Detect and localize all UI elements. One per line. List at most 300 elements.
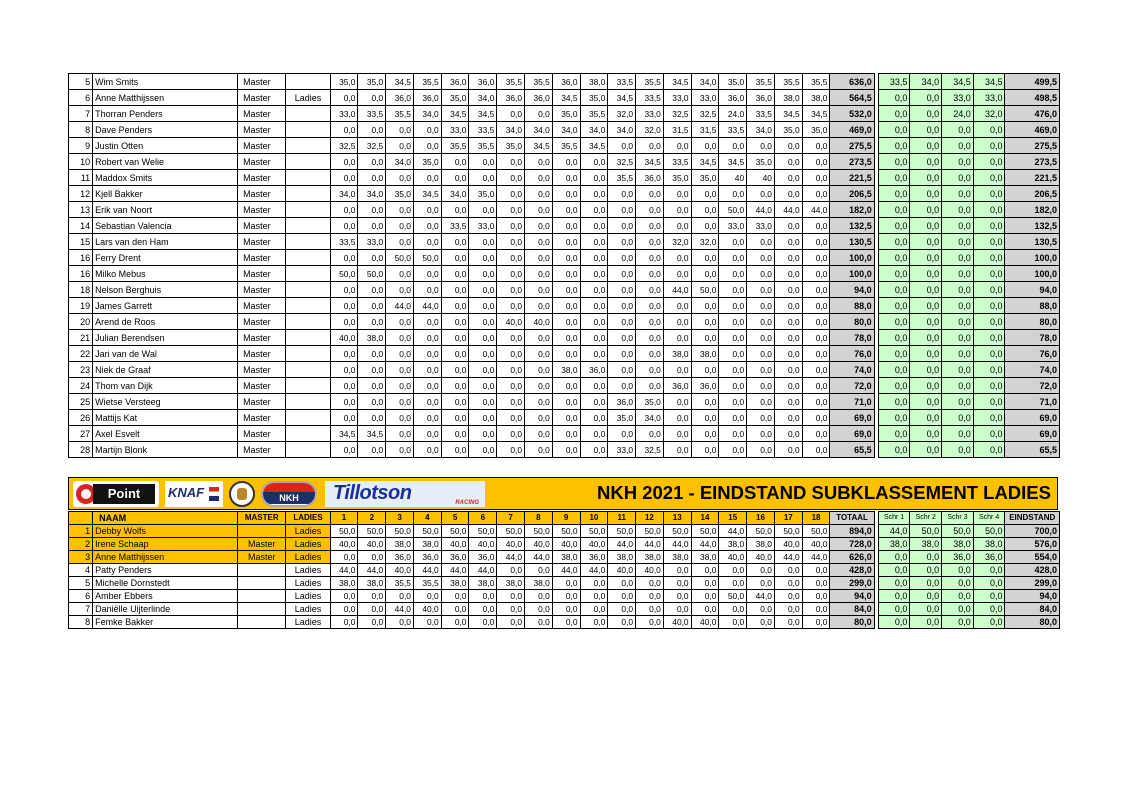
drop-score-cell: 0,0 bbox=[910, 90, 942, 106]
round-score-cell: 0,0 bbox=[747, 282, 775, 298]
round-score-cell: 0,0 bbox=[580, 314, 608, 330]
final-standing-cell: 576,0 bbox=[1005, 538, 1060, 551]
round-score-cell: 0,0 bbox=[663, 202, 691, 218]
master-class-cell: Master bbox=[238, 122, 286, 138]
round-score-cell: 0,0 bbox=[691, 564, 719, 577]
round-score-cell: 34,0 bbox=[469, 90, 497, 106]
round-score-cell: 32,5 bbox=[691, 106, 719, 122]
round-score-cell: 0,0 bbox=[469, 330, 497, 346]
total-cell: 94,0 bbox=[830, 282, 874, 298]
final-standing-cell: 88,0 bbox=[1005, 298, 1060, 314]
driver-name-cell: Robert van Welie bbox=[93, 154, 238, 170]
round-score-cell: 0,0 bbox=[802, 362, 830, 378]
position-cell: 21 bbox=[69, 330, 93, 346]
ladies-class-cell bbox=[286, 394, 330, 410]
final-standing-cell: 469,0 bbox=[1005, 122, 1060, 138]
total-cell: 299,0 bbox=[830, 577, 874, 590]
drop-score-cell: 0,0 bbox=[878, 218, 910, 234]
position-cell: 20 bbox=[69, 314, 93, 330]
round-score-cell: 0,0 bbox=[774, 298, 802, 314]
round-score-cell: 34,5 bbox=[386, 74, 414, 90]
header-round: 3 bbox=[386, 512, 414, 525]
driver-name-cell: Lars van den Ham bbox=[93, 234, 238, 250]
round-score-cell: 0,0 bbox=[580, 330, 608, 346]
drop-score-cell: 0,0 bbox=[878, 330, 910, 346]
round-score-cell: 0,0 bbox=[497, 330, 525, 346]
round-score-cell: 0,0 bbox=[497, 410, 525, 426]
drop-score-cell: 0,0 bbox=[878, 590, 910, 603]
round-score-cell: 0,0 bbox=[774, 218, 802, 234]
round-score-cell: 0,0 bbox=[441, 394, 469, 410]
round-score-cell: 35,0 bbox=[663, 170, 691, 186]
driver-name-cell: Irene Schaap bbox=[93, 538, 238, 551]
round-score-cell: 0,0 bbox=[719, 378, 747, 394]
header-round: 15 bbox=[719, 512, 747, 525]
round-score-cell: 0,0 bbox=[497, 590, 525, 603]
drop-score-cell: 0,0 bbox=[878, 234, 910, 250]
round-score-cell: 0,0 bbox=[413, 138, 441, 154]
round-score-cell: 50,0 bbox=[330, 266, 358, 282]
drop-score-cell: 0,0 bbox=[973, 442, 1005, 458]
round-score-cell: 0,0 bbox=[663, 298, 691, 314]
round-score-cell: 0,0 bbox=[608, 218, 636, 234]
round-score-cell: 0,0 bbox=[358, 551, 386, 564]
table-row bbox=[69, 603, 1060, 616]
round-score-cell: 35,5 bbox=[747, 74, 775, 90]
round-score-cell: 34,0 bbox=[552, 122, 580, 138]
table-row bbox=[69, 564, 1060, 577]
round-score-cell: 35,0 bbox=[358, 74, 386, 90]
total-cell: 206,5 bbox=[830, 186, 874, 202]
round-score-cell: 44,0 bbox=[774, 551, 802, 564]
round-score-cell: 0,0 bbox=[413, 330, 441, 346]
round-score-cell: 0,0 bbox=[469, 394, 497, 410]
round-score-cell: 0,0 bbox=[608, 330, 636, 346]
round-score-cell: 0,0 bbox=[413, 426, 441, 442]
round-score-cell: 44,0 bbox=[386, 298, 414, 314]
round-score-cell: 0,0 bbox=[552, 346, 580, 362]
round-score-cell: 0,0 bbox=[719, 298, 747, 314]
ladies-class-cell bbox=[286, 250, 330, 266]
round-score-cell: 38,0 bbox=[691, 551, 719, 564]
round-score-cell: 0,0 bbox=[747, 330, 775, 346]
master-class-cell: Master bbox=[238, 234, 286, 250]
ladies-class-cell bbox=[286, 202, 330, 218]
total-cell: 532,0 bbox=[830, 106, 874, 122]
round-score-cell: 0,0 bbox=[413, 378, 441, 394]
drop-score-cell: 0,0 bbox=[910, 266, 942, 282]
round-score-cell: 0,0 bbox=[608, 346, 636, 362]
round-score-cell: 0,0 bbox=[525, 282, 553, 298]
round-score-cell: 35,0 bbox=[802, 122, 830, 138]
round-score-cell: 0,0 bbox=[413, 314, 441, 330]
drop-score-cell: 0,0 bbox=[910, 282, 942, 298]
round-score-cell: 0,0 bbox=[358, 282, 386, 298]
ladies-class-cell bbox=[286, 282, 330, 298]
total-cell: 72,0 bbox=[830, 378, 874, 394]
round-score-cell: 50,0 bbox=[386, 525, 414, 538]
round-score-cell: 35,0 bbox=[497, 138, 525, 154]
round-score-cell: 32,0 bbox=[691, 234, 719, 250]
round-score-cell: 0,0 bbox=[691, 186, 719, 202]
ladies-class-cell bbox=[286, 122, 330, 138]
round-score-cell: 0,0 bbox=[441, 426, 469, 442]
drop-score-cell: 0,0 bbox=[942, 122, 974, 138]
round-score-cell: 38,0 bbox=[469, 577, 497, 590]
table-row bbox=[69, 138, 1060, 154]
position-cell: 16 bbox=[69, 250, 93, 266]
header-round: 10 bbox=[580, 512, 608, 525]
round-score-cell: 0,0 bbox=[636, 250, 664, 266]
round-score-cell: 40,0 bbox=[497, 538, 525, 551]
round-score-cell: 34,0 bbox=[330, 186, 358, 202]
drop-score-cell: 0,0 bbox=[878, 378, 910, 394]
round-score-cell: 0,0 bbox=[802, 234, 830, 250]
drop-score-cell: 33,5 bbox=[878, 74, 910, 90]
round-score-cell: 0,0 bbox=[330, 282, 358, 298]
total-cell: 469,0 bbox=[830, 122, 874, 138]
driver-name-cell: James Garrett bbox=[93, 298, 238, 314]
position-cell: 10 bbox=[69, 154, 93, 170]
final-standing-cell: 700,0 bbox=[1005, 525, 1060, 538]
round-score-cell: 0,0 bbox=[413, 616, 441, 629]
round-score-cell: 0,0 bbox=[747, 362, 775, 378]
round-score-cell: 0,0 bbox=[386, 330, 414, 346]
round-score-cell: 0,0 bbox=[580, 346, 608, 362]
drop-score-cell: 0,0 bbox=[942, 298, 974, 314]
round-score-cell: 38,0 bbox=[525, 577, 553, 590]
drop-score-cell: 34,5 bbox=[942, 74, 974, 90]
round-score-cell: 0,0 bbox=[663, 410, 691, 426]
round-score-cell: 0,0 bbox=[358, 616, 386, 629]
table-row bbox=[69, 346, 1060, 362]
round-score-cell: 0,0 bbox=[774, 266, 802, 282]
round-score-cell: 0,0 bbox=[691, 266, 719, 282]
round-score-cell: 40,0 bbox=[441, 538, 469, 551]
round-score-cell: 0,0 bbox=[747, 564, 775, 577]
round-score-cell: 0,0 bbox=[386, 234, 414, 250]
round-score-cell: 0,0 bbox=[774, 170, 802, 186]
total-cell: 626,0 bbox=[830, 551, 874, 564]
round-score-cell: 0,0 bbox=[719, 603, 747, 616]
round-score-cell: 38,0 bbox=[802, 90, 830, 106]
total-cell: 94,0 bbox=[830, 590, 874, 603]
drop-score-cell: 0,0 bbox=[973, 282, 1005, 298]
drop-score-cell: 34,0 bbox=[910, 74, 942, 90]
round-score-cell: 0,0 bbox=[552, 378, 580, 394]
point-logo: Point bbox=[73, 481, 159, 507]
master-class-cell: Master bbox=[238, 202, 286, 218]
round-score-cell: 0,0 bbox=[497, 154, 525, 170]
round-score-cell: 0,0 bbox=[358, 410, 386, 426]
position-cell: 15 bbox=[69, 234, 93, 250]
round-score-cell: 34,0 bbox=[525, 122, 553, 138]
drop-score-cell: 0,0 bbox=[878, 266, 910, 282]
round-score-cell: 0,0 bbox=[497, 186, 525, 202]
round-score-cell: 34,0 bbox=[386, 154, 414, 170]
round-score-cell: 0,0 bbox=[525, 330, 553, 346]
round-score-cell: 38,0 bbox=[413, 538, 441, 551]
drop-score-cell: 0,0 bbox=[878, 122, 910, 138]
table-row bbox=[69, 577, 1060, 590]
round-score-cell: 0,0 bbox=[636, 282, 664, 298]
header-round: 13 bbox=[663, 512, 691, 525]
round-score-cell: 0,0 bbox=[802, 314, 830, 330]
drop-score-cell: 0,0 bbox=[973, 170, 1005, 186]
round-score-cell: 0,0 bbox=[358, 250, 386, 266]
round-score-cell: 0,0 bbox=[580, 442, 608, 458]
round-score-cell: 0,0 bbox=[747, 410, 775, 426]
round-score-cell: 36,0 bbox=[663, 378, 691, 394]
round-score-cell: 0,0 bbox=[719, 394, 747, 410]
round-score-cell: 0,0 bbox=[330, 90, 358, 106]
table-row bbox=[69, 202, 1060, 218]
drop-score-cell: 0,0 bbox=[878, 314, 910, 330]
position-cell: 14 bbox=[69, 218, 93, 234]
drop-score-cell: 0,0 bbox=[878, 426, 910, 442]
round-score-cell: 0,0 bbox=[608, 250, 636, 266]
round-score-cell: 0,0 bbox=[525, 378, 553, 394]
round-score-cell: 40,0 bbox=[580, 538, 608, 551]
round-score-cell: 34,0 bbox=[358, 186, 386, 202]
round-score-cell: 0,0 bbox=[636, 186, 664, 202]
drop-score-cell: 34,5 bbox=[973, 74, 1005, 90]
round-score-cell: 0,0 bbox=[497, 298, 525, 314]
final-standing-cell: 65,5 bbox=[1005, 442, 1060, 458]
position-cell: 4 bbox=[69, 564, 93, 577]
drop-score-cell: 0,0 bbox=[973, 603, 1005, 616]
round-score-cell: 44,0 bbox=[330, 564, 358, 577]
drop-score-cell: 0,0 bbox=[973, 564, 1005, 577]
round-score-cell: 33,5 bbox=[719, 122, 747, 138]
drop-score-cell: 0,0 bbox=[942, 590, 974, 603]
round-score-cell: 0,0 bbox=[525, 426, 553, 442]
round-score-cell: 44,0 bbox=[747, 202, 775, 218]
round-score-cell: 38,0 bbox=[552, 362, 580, 378]
drop-score-cell: 0,0 bbox=[973, 234, 1005, 250]
position-cell: 19 bbox=[69, 298, 93, 314]
table-row bbox=[69, 538, 1060, 551]
round-score-cell: 33,5 bbox=[608, 74, 636, 90]
round-score-cell: 36,0 bbox=[413, 551, 441, 564]
round-score-cell: 36,0 bbox=[441, 551, 469, 564]
table-row bbox=[69, 525, 1060, 538]
driver-name-cell: Martijn Blonk bbox=[93, 442, 238, 458]
round-score-cell: 0,0 bbox=[330, 250, 358, 266]
round-score-cell: 0,0 bbox=[636, 378, 664, 394]
drop-score-cell: 32,0 bbox=[973, 106, 1005, 122]
round-score-cell: 0,0 bbox=[774, 250, 802, 266]
drop-score-cell: 0,0 bbox=[942, 410, 974, 426]
round-score-cell: 0,0 bbox=[663, 218, 691, 234]
round-score-cell: 50,0 bbox=[413, 250, 441, 266]
round-score-cell: 0,0 bbox=[802, 330, 830, 346]
round-score-cell: 0,0 bbox=[636, 202, 664, 218]
round-score-cell: 0,0 bbox=[552, 218, 580, 234]
round-score-cell: 0,0 bbox=[552, 616, 580, 629]
driver-name-cell: Nelson Berghuis bbox=[93, 282, 238, 298]
round-score-cell: 0,0 bbox=[469, 410, 497, 426]
round-score-cell: 0,0 bbox=[497, 282, 525, 298]
round-score-cell: 0,0 bbox=[608, 426, 636, 442]
round-score-cell: 36,0 bbox=[747, 90, 775, 106]
round-score-cell: 34,5 bbox=[469, 106, 497, 122]
round-score-cell: 0,0 bbox=[774, 234, 802, 250]
final-standing-cell: 476,0 bbox=[1005, 106, 1060, 122]
round-score-cell: 0,0 bbox=[441, 603, 469, 616]
round-score-cell: 0,0 bbox=[469, 426, 497, 442]
round-score-cell: 35,5 bbox=[441, 138, 469, 154]
position-cell: 9 bbox=[69, 138, 93, 154]
round-score-cell: 40,0 bbox=[552, 538, 580, 551]
round-score-cell: 38,0 bbox=[719, 538, 747, 551]
round-score-cell: 0,0 bbox=[525, 616, 553, 629]
round-score-cell: 0,0 bbox=[608, 234, 636, 250]
round-score-cell: 38,0 bbox=[663, 346, 691, 362]
round-score-cell: 35,5 bbox=[802, 74, 830, 90]
table-row bbox=[69, 122, 1060, 138]
header-round: 9 bbox=[552, 512, 580, 525]
round-score-cell: 0,0 bbox=[636, 330, 664, 346]
round-score-cell: 0,0 bbox=[747, 298, 775, 314]
round-score-cell: 0,0 bbox=[413, 266, 441, 282]
round-score-cell: 0,0 bbox=[719, 616, 747, 629]
round-score-cell: 0,0 bbox=[525, 218, 553, 234]
drop-score-cell: 0,0 bbox=[878, 410, 910, 426]
driver-name-cell: Arend de Roos bbox=[93, 314, 238, 330]
round-score-cell: 0,0 bbox=[719, 426, 747, 442]
total-cell: 88,0 bbox=[830, 298, 874, 314]
round-score-cell: 36,0 bbox=[441, 74, 469, 90]
header-master: MASTER bbox=[238, 512, 286, 525]
round-score-cell: 50,0 bbox=[358, 266, 386, 282]
round-score-cell: 0,0 bbox=[497, 218, 525, 234]
round-score-cell: 0,0 bbox=[386, 590, 414, 603]
final-standing-cell: 100,0 bbox=[1005, 266, 1060, 282]
drop-score-cell: 0,0 bbox=[973, 394, 1005, 410]
round-score-cell: 0,0 bbox=[441, 250, 469, 266]
drop-score-cell: 0,0 bbox=[942, 154, 974, 170]
round-score-cell: 38,0 bbox=[552, 551, 580, 564]
round-score-cell: 50,0 bbox=[663, 525, 691, 538]
driver-name-cell: Dave Penders bbox=[93, 122, 238, 138]
round-score-cell: 0,0 bbox=[497, 616, 525, 629]
drop-score-cell: 0,0 bbox=[910, 564, 942, 577]
round-score-cell: 0,0 bbox=[774, 577, 802, 590]
round-score-cell: 0,0 bbox=[774, 590, 802, 603]
round-score-cell: 40,0 bbox=[719, 551, 747, 564]
drop-score-cell: 0,0 bbox=[942, 426, 974, 442]
round-score-cell: 0,0 bbox=[441, 298, 469, 314]
drop-score-cell: 0,0 bbox=[973, 202, 1005, 218]
final-standing-cell: 80,0 bbox=[1005, 314, 1060, 330]
drop-score-cell: 50,0 bbox=[942, 525, 974, 538]
drop-score-cell: 33,0 bbox=[973, 90, 1005, 106]
round-score-cell: 0,0 bbox=[774, 282, 802, 298]
total-cell: 76,0 bbox=[830, 346, 874, 362]
total-cell: 636,0 bbox=[830, 74, 874, 90]
round-score-cell: 0,0 bbox=[497, 266, 525, 282]
driver-name-cell: Milko Mebus bbox=[93, 266, 238, 282]
ladies-header-row bbox=[69, 512, 1060, 525]
drop-score-cell: 0,0 bbox=[973, 314, 1005, 330]
master-class-cell bbox=[238, 603, 286, 616]
round-score-cell: 0,0 bbox=[747, 234, 775, 250]
table-row bbox=[69, 74, 1060, 90]
drop-score-cell: 0,0 bbox=[942, 234, 974, 250]
position-cell: 1 bbox=[69, 525, 93, 538]
drop-score-cell: 0,0 bbox=[878, 250, 910, 266]
final-standing-cell: 206,5 bbox=[1005, 186, 1060, 202]
round-score-cell: 40,0 bbox=[386, 564, 414, 577]
round-score-cell: 0,0 bbox=[691, 577, 719, 590]
round-score-cell: 0,0 bbox=[386, 282, 414, 298]
round-score-cell: 0,0 bbox=[608, 378, 636, 394]
round-score-cell: 50,0 bbox=[580, 525, 608, 538]
round-score-cell: 34,5 bbox=[441, 106, 469, 122]
drop-score-cell: 36,0 bbox=[973, 551, 1005, 564]
ladies-standings-table bbox=[68, 511, 1060, 629]
round-score-cell: 0,0 bbox=[330, 394, 358, 410]
drop-score-cell: 0,0 bbox=[942, 170, 974, 186]
round-score-cell: 0,0 bbox=[580, 394, 608, 410]
round-score-cell: 0,0 bbox=[469, 346, 497, 362]
master-class-cell: Master bbox=[238, 314, 286, 330]
round-score-cell: 0,0 bbox=[691, 394, 719, 410]
round-score-cell: 0,0 bbox=[552, 266, 580, 282]
round-score-cell: 34,5 bbox=[358, 426, 386, 442]
round-score-cell: 0,0 bbox=[774, 346, 802, 362]
round-score-cell: 0,0 bbox=[469, 250, 497, 266]
round-score-cell: 0,0 bbox=[358, 154, 386, 170]
drop-score-cell: 0,0 bbox=[910, 378, 942, 394]
round-score-cell: 0,0 bbox=[330, 442, 358, 458]
round-score-cell: 0,0 bbox=[469, 590, 497, 603]
drop-score-cell: 0,0 bbox=[973, 346, 1005, 362]
position-cell: 6 bbox=[69, 590, 93, 603]
table-row bbox=[69, 394, 1060, 410]
round-score-cell: 36,0 bbox=[469, 74, 497, 90]
round-score-cell: 35,0 bbox=[608, 410, 636, 426]
drop-score-cell: 0,0 bbox=[910, 122, 942, 138]
final-standing-cell: 94,0 bbox=[1005, 590, 1060, 603]
round-score-cell: 0,0 bbox=[802, 394, 830, 410]
driver-name-cell: Mattijs Kat bbox=[93, 410, 238, 426]
round-score-cell: 0,0 bbox=[497, 378, 525, 394]
total-cell: 65,5 bbox=[830, 442, 874, 458]
drop-score-cell: 0,0 bbox=[878, 138, 910, 154]
master-standings-table bbox=[68, 73, 1060, 458]
drop-score-cell: 0,0 bbox=[910, 106, 942, 122]
round-score-cell: 0,0 bbox=[469, 154, 497, 170]
drop-score-cell: 0,0 bbox=[910, 426, 942, 442]
round-score-cell: 0,0 bbox=[525, 394, 553, 410]
round-score-cell: 0,0 bbox=[719, 330, 747, 346]
drop-score-cell: 0,0 bbox=[878, 282, 910, 298]
round-score-cell: 0,0 bbox=[469, 603, 497, 616]
round-score-cell: 0,0 bbox=[802, 154, 830, 170]
round-score-cell: 33,0 bbox=[469, 218, 497, 234]
final-standing-cell: 78,0 bbox=[1005, 330, 1060, 346]
round-score-cell: 34,0 bbox=[747, 122, 775, 138]
round-score-cell: 0,0 bbox=[552, 186, 580, 202]
round-score-cell: 0,0 bbox=[774, 154, 802, 170]
table-row bbox=[69, 442, 1060, 458]
tillotson-logo: Tillotson RACING bbox=[325, 481, 485, 507]
round-score-cell: 0,0 bbox=[441, 154, 469, 170]
table-row bbox=[69, 362, 1060, 378]
round-score-cell: 0,0 bbox=[552, 577, 580, 590]
